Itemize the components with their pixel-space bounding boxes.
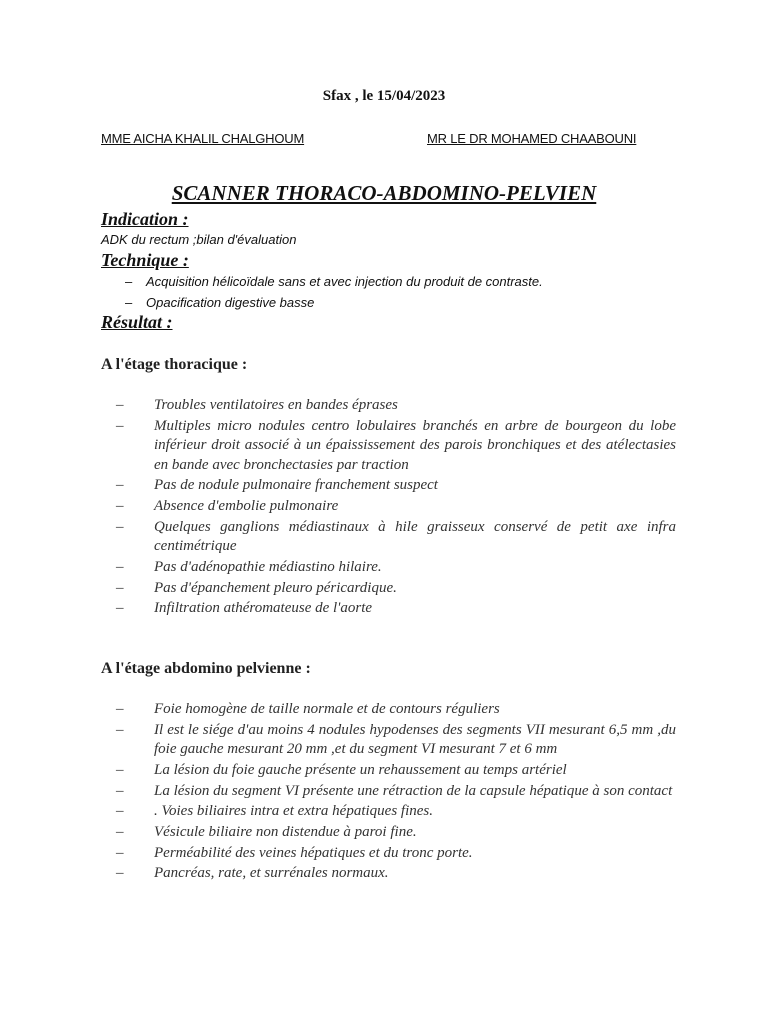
bullet-dash: –	[116, 477, 124, 494]
finding-text: Absence d'embolie pulmonaire	[154, 498, 339, 515]
list-item	[116, 721, 676, 760]
finding-text: Infiltration athéromateuse de l'aorte	[154, 600, 373, 617]
bullet-dash: –	[116, 397, 124, 413]
list-item	[116, 518, 676, 557]
finding-text: Pas d'épanchement pleuro péricardique.	[154, 579, 397, 596]
list-item	[116, 761, 676, 781]
thoracic-findings	[116, 396, 676, 620]
bullet-dash: –	[116, 823, 124, 840]
technique-item: Opacification digestive basse	[146, 295, 315, 310]
list-item	[116, 844, 676, 864]
bullet-dash: –	[116, 803, 124, 820]
finding-text: Il est le siége d'au moins 4 nodules hypodenses des segments VII mesurant 6,5 mm ,du foie gauche mesurant 20 mm ,et du segment VI mesurant 7 et 6 mm	[154, 721, 676, 758]
abdominal-label: A l'étage abdomino pelvienne :	[101, 660, 311, 677]
list-item	[116, 802, 676, 822]
finding-text: Troubles ventilatoires en bandes éprases	[154, 397, 398, 413]
patient-name: MME AICHA KHALIL CHALGHOUM	[101, 131, 305, 146]
bullet-dash: –	[125, 274, 133, 289]
list-item	[116, 558, 676, 578]
list-item	[116, 417, 676, 476]
finding-text: Foie homogène de taille normale et de contours réguliers	[154, 701, 500, 717]
finding-text: Multiples micro nodules centro lobulaires branchés en arbre de bourgeon du lobe inférieur droit associé à un épaississement des parois bronchiques et des atélectasies en bande avec bronchectasies par traction	[154, 417, 676, 473]
abdominal-findings	[116, 700, 676, 885]
list-item	[120, 271, 543, 292]
bullet-dash: –	[125, 295, 133, 310]
bullet-dash: –	[116, 558, 124, 575]
bullet-dash: –	[116, 844, 124, 861]
bullet-dash: –	[116, 761, 124, 778]
list-item	[116, 700, 676, 720]
technique-item: Acquisition hélicoïdale sans et avec injection du produit de contraste.	[146, 274, 543, 289]
result-heading: Résultat :	[101, 312, 173, 332]
thoracic-label: A l'étage thoracique :	[101, 356, 248, 373]
bullet-dash: –	[116, 782, 124, 799]
list-item	[116, 599, 676, 619]
finding-text: Pas de nodule pulmonaire franchement suspect	[154, 477, 438, 494]
finding-text: . Voies biliaires intra et extra hépatiques fines.	[154, 803, 433, 820]
bullet-dash: –	[116, 498, 124, 515]
referring-doctor: MR LE DR MOHAMED CHAABOUNI	[427, 131, 637, 146]
list-item	[116, 864, 676, 884]
bullet-dash: –	[116, 579, 124, 596]
bullet-dash: –	[116, 518, 124, 535]
list-item	[116, 476, 676, 496]
report-title: SCANNER THORACO-ABDOMINO-PELVIEN	[171, 181, 597, 205]
bullet-dash: –	[116, 721, 124, 738]
list-item	[116, 579, 676, 599]
list-item	[116, 782, 676, 802]
indication-heading: Indication :	[101, 209, 189, 229]
bullet-dash: –	[116, 865, 124, 882]
bullet-dash: –	[116, 417, 124, 434]
finding-text: La lésion du foie gauche présente un rehaussement au temps artériel	[154, 761, 567, 778]
list-item	[120, 292, 543, 313]
bullet-dash: –	[116, 701, 124, 717]
finding-text: Perméabilité des veines hépatiques et du tronc porte.	[154, 844, 473, 861]
indication-text: ADK du rectum ;bilan d'évaluation	[101, 232, 297, 247]
list-item	[116, 497, 676, 517]
technique-heading: Technique :	[101, 250, 189, 270]
finding-text: Pancréas, rate, et surrénales normaux.	[154, 865, 389, 882]
finding-text: Vésicule biliaire non distendue à paroi fine.	[154, 823, 417, 840]
technique-list	[120, 271, 543, 313]
place-date: Sfax , le 15/04/2023	[322, 88, 446, 104]
finding-text: Quelques ganglions médiastinaux à hile graisseux conservé de petit axe infra centimétrique	[154, 518, 676, 555]
list-item	[116, 823, 676, 843]
finding-text: La lésion du segment VI présente une rétraction de la capsule hépatique à son contact	[154, 782, 673, 799]
list-item	[116, 396, 676, 416]
bullet-dash: –	[116, 600, 124, 617]
finding-text: Pas d'adénopathie médiastino hilaire.	[154, 558, 382, 575]
